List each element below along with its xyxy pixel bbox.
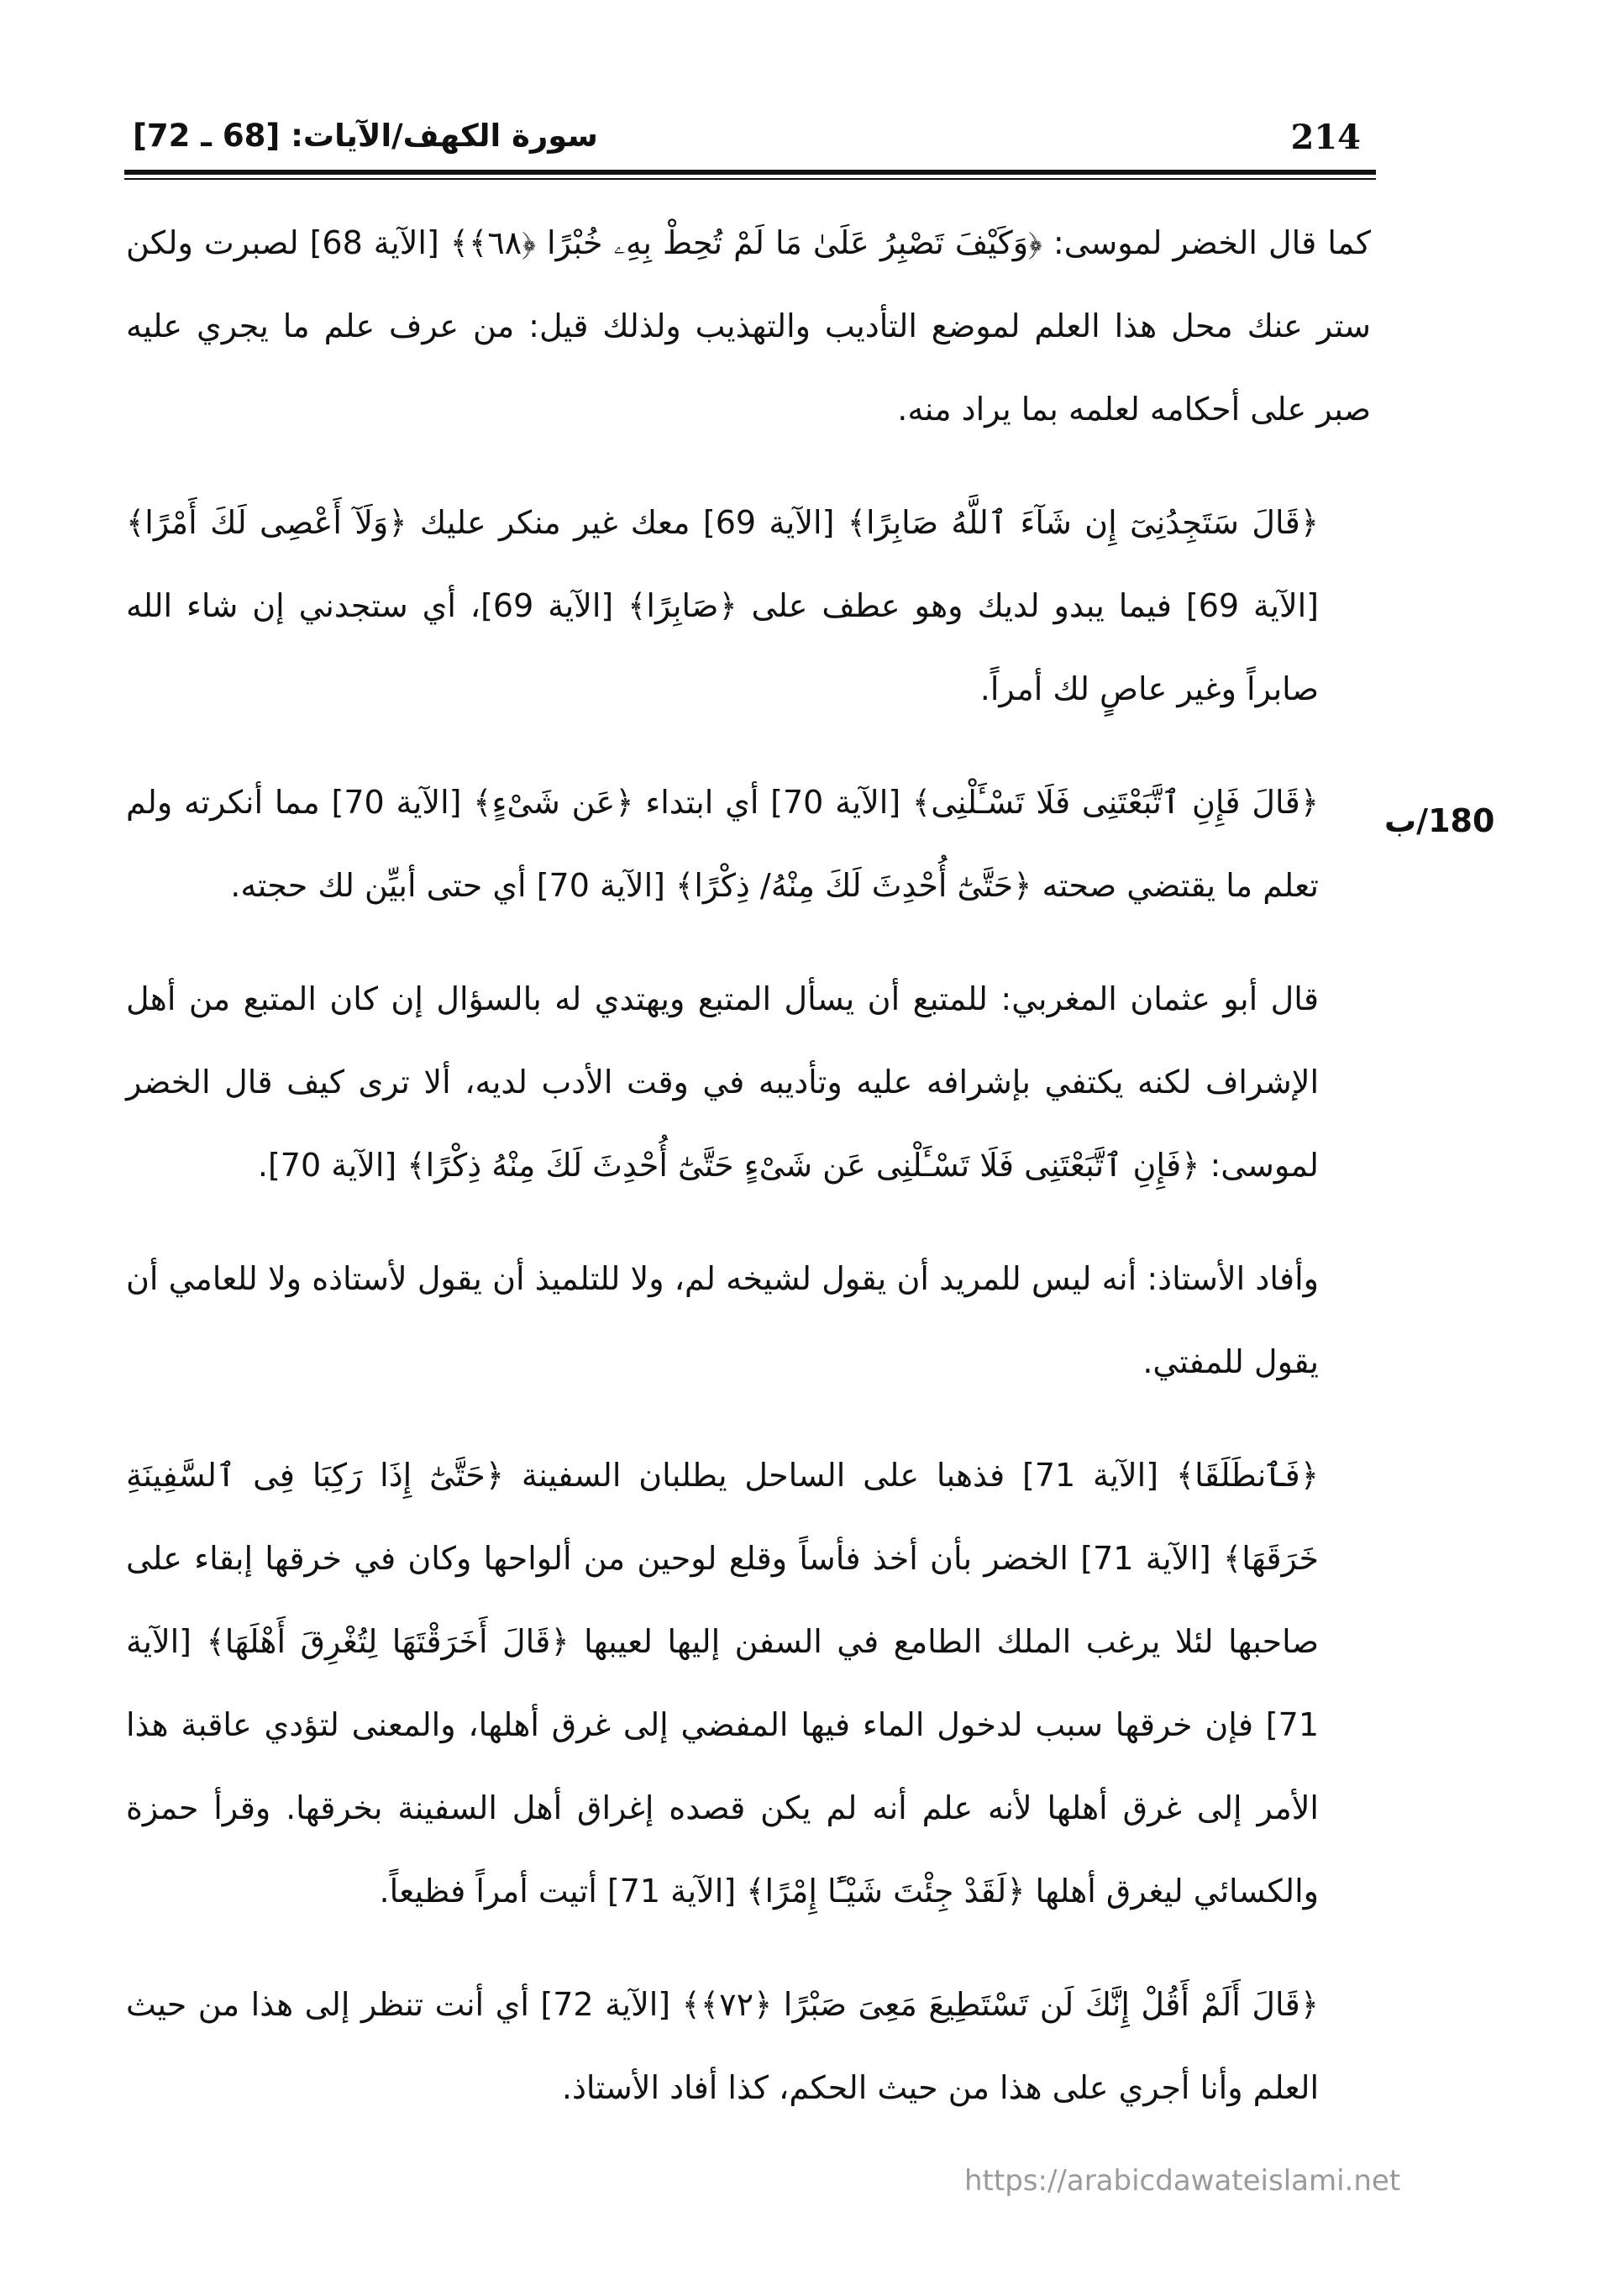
- header-rule-thin: [124, 178, 1376, 180]
- page-header: [124, 118, 1376, 168]
- running-title: سورة الكهف/الآيات: [68 ـ 72]: [133, 118, 598, 154]
- manuscript-folio-marker: 180/ب: [1384, 802, 1495, 839]
- paragraph-2: ﴿قَالَ سَتَجِدُنِىٓ إِن شَآءَ ٱللَّهُ صَابِرًا﴾ [الآية 69] معك غير منكر عليك ﴿وَلَآ أَعْصِى لَكَ أَمْرًا﴾ [الآية 69] فيما يبدو لديك وهو عطف على ﴿صَابِرًا﴾ [الآية 69]، أي ستجدني إن شاء الله صابراً وغير عاصٍ لك أمراً.: [126, 504, 1319, 707]
- header-rule-thick: [124, 170, 1376, 175]
- paragraph-7: ﴿قَالَ أَلَمْ أَقُلْ إِنَّكَ لَن تَسْتَطِيعَ مَعِىَ صَبْرًا ﴿٧٢﴾﴾ [الآية 72] أي أنت تنظر إلى هذا من حيث العلم وأنا أجري على هذا من حيث الحكم، كذا أفاد الأستاذ.: [126, 1986, 1319, 2106]
- paragraph-3: ﴿قَالَ فَإِنِ ٱتَّبَعْتَنِى فَلَا تَسْـَٔلْنِى﴾ [الآية 70] أي ابتداء ﴿عَن شَىْءٍ﴾ [الآية 70] مما أنكرته ولم تعلم ما يقتضي صحته ﴿حَتَّىٰٓ أُحْدِثَ لَكَ مِنْهُ/ ذِكْرًا﴾ [الآية 70] أي حتى أبيِّن لك حجته.: [126, 784, 1319, 904]
- body-text: [126, 202, 1371, 2130]
- paragraph-1: كما قال الخضر لموسى: ﴿وَكَيْفَ تَصْبِرُ عَلَىٰ مَا لَمْ تُحِطْ بِهِۦ خُبْرًا ﴿٦٨﴾﴾ [الآية 68] لصبرت ولكن ستر عنك محل هذا العلم لموضع التأديب والتهذيب ولذلك قيل: من عرف علم ما يجري عليه صبر على أحكامه لعلمه بما يراد منه.: [126, 224, 1371, 428]
- paragraph-4: قال أبو عثمان المغربي: للمتبع أن يسأل المتبع ويهتدي له بالسؤال إن كان المتبع من أهل الإشراف لكنه يكتفي بإشرافه عليه وتأديبه في وقت الأدب لديه، ألا ترى كيف قال الخضر لموسى: ﴿فَإِنِ ٱتَّبَعْتَنِى فَلَا تَسْـَٔلْنِى عَن شَىْءٍ حَتَّىٰٓ أُحْدِثَ لَكَ مِنْهُ ذِكْرًا﴾ [الآية 70].: [126, 980, 1319, 1184]
- paragraph-6: ﴿فَٱنطَلَقَا﴾ [الآية 71] فذهبا على الساحل يطلبان السفينة ﴿حَتَّىٰٓ إِذَا رَكِبَا فِى ٱلسَّفِينَةِ خَرَقَهَا﴾ [الآية 71] الخضر بأن أخذ فأساً وقلع لوحين من ألواحها وكان في خرقها إبقاء على صاحبها لئلا يرغب الملك الطامع في السفن إليها لعيبها ﴿قَالَ أَخَرَقْتَهَا لِتُغْرِقَ أَهْلَهَا﴾ [الآية 71] فإن خرقها سبب لدخول الماء فيها المفضي إلى غرق أهلها، والمعنى لتؤدي عاقبة هذا الأمر إلى غرق أهلها لأنه علم أنه لم يكن قصده إغراق أهل السفينة بخرقها. وقرأ حمزة والكسائي ليغرق أهلها ﴿لَقَدْ جِئْتَ شَيْـًٔا إِمْرًا﴾ [الآية 71] أتيت أمراً فظيعاً.: [126, 1457, 1319, 1910]
- page-number: 214: [1290, 118, 1361, 157]
- paragraph-5: وأفاد الأستاذ: أنه ليس للمريد أن يقول لشيخه لم، ولا للتلميذ أن يقول لأستاذه ولا للعامي أن يقول للمفتي.: [126, 1260, 1319, 1380]
- watermark-url: https://arabicdawateislami.net: [964, 2164, 1401, 2198]
